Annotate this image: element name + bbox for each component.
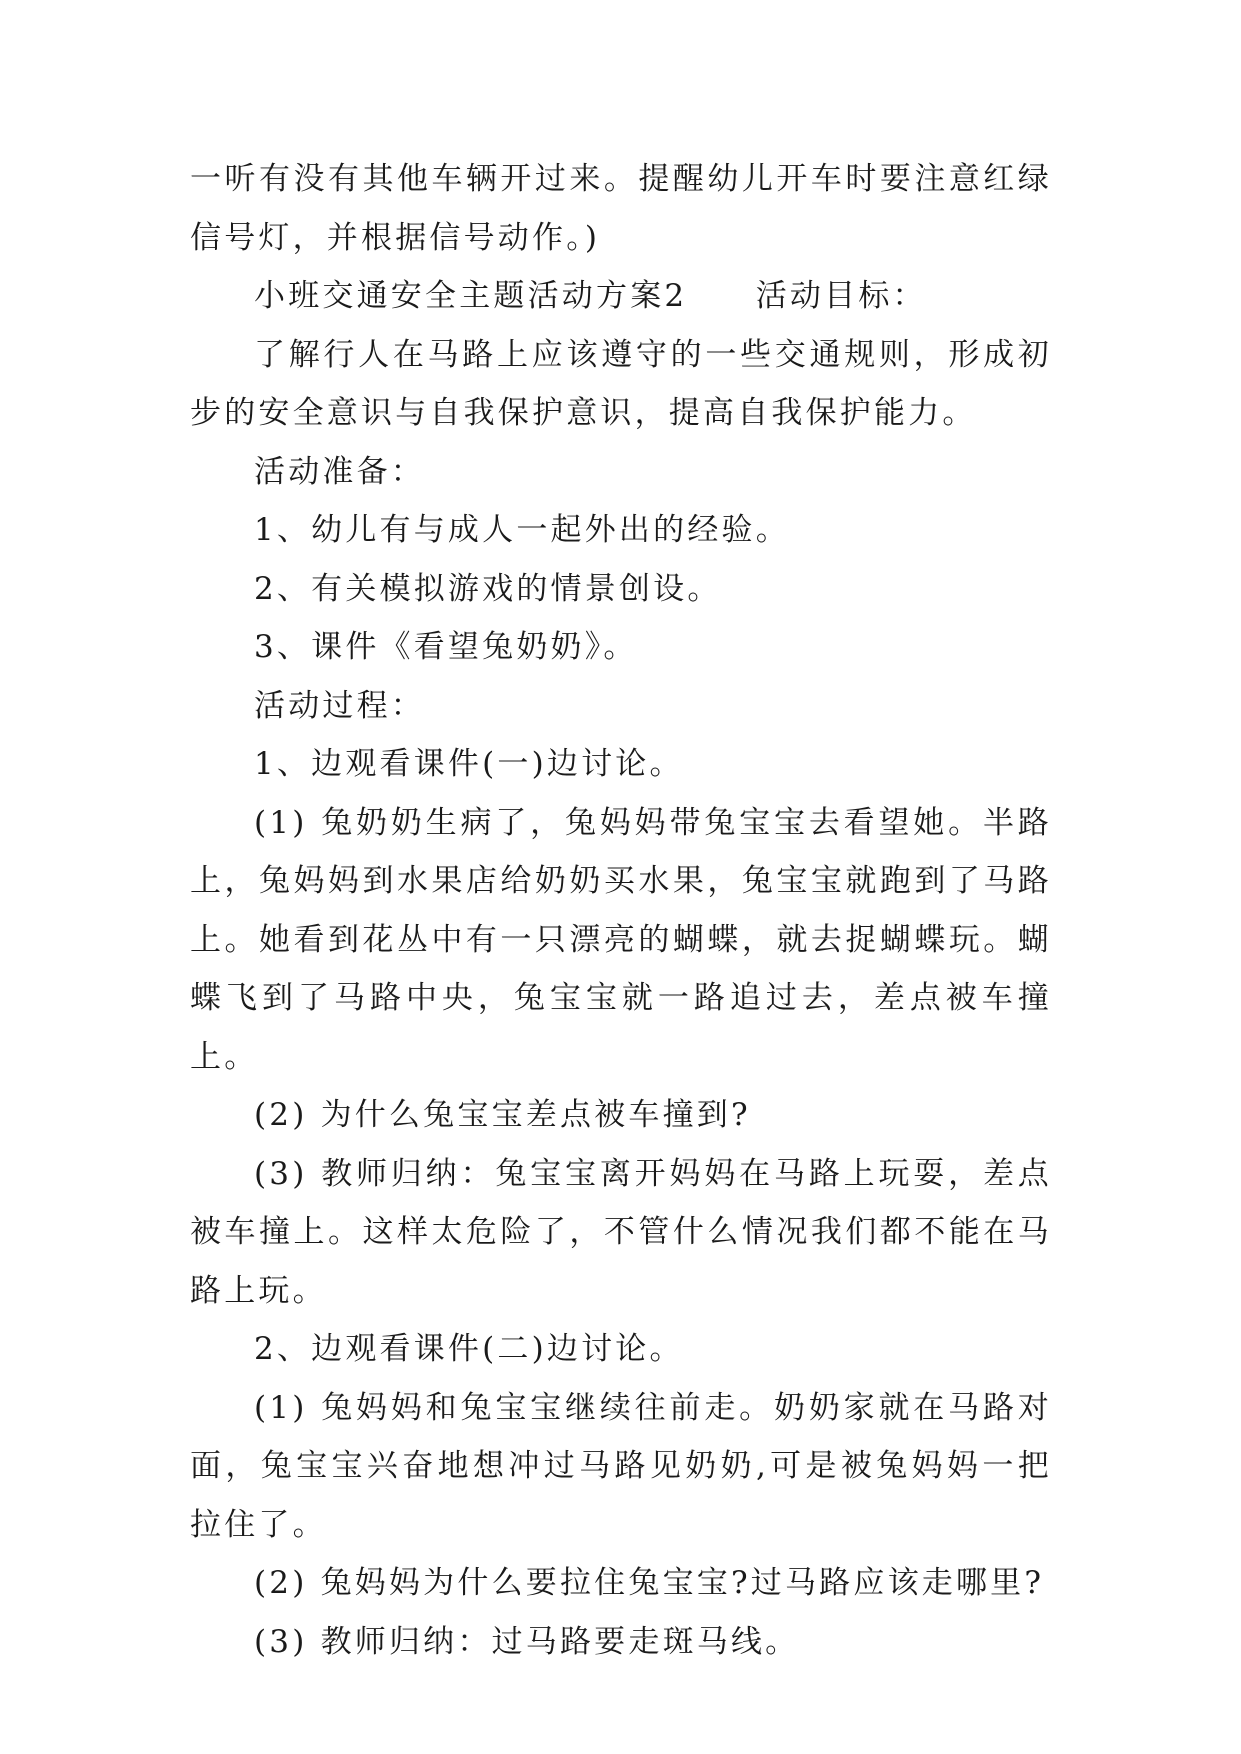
paragraph: (3) 教师归纳：过马路要走斑马线。: [254, 1623, 800, 1660]
paragraph: (1) 兔妈妈和兔宝宝继续往前走。奶奶家就在马路对面，兔宝宝兴奋地想冲过马路见奶奶,可是被兔妈妈一把拉住了。: [190, 1389, 1052, 1543]
document-body: [190, 150, 1052, 1671]
paragraph: (2) 为什么兔宝宝差点被车撞到?: [254, 1097, 751, 1133]
paragraph: (1) 兔奶奶生病了，兔妈妈带兔宝宝去看望她。半路上，兔妈妈到水果店给奶奶买水果，兔宝宝就跑到了马路上。她看到花丛中有一只漂亮的蝴蝶，就去捉蝴蝶玩。蝴蝶飞到了马路中央，兔宝宝就一路追过去，差点被车撞上。: [190, 804, 1052, 1075]
list-item: 3、课件《看望兔奶奶》。: [254, 629, 638, 665]
section-heading: 小班交通安全主题活动方案2 活动目标：: [254, 278, 927, 314]
section-heading: 活动准备：: [254, 453, 425, 490]
section-heading: 活动过程：: [254, 687, 425, 724]
list-item: 1、边观看课件(一)边讨论。: [254, 746, 684, 782]
list-item: 2、有关模拟游戏的情景创设。: [254, 570, 722, 607]
list-item: 1、幼儿有与成人一起外出的经验。: [254, 512, 790, 548]
paragraph: (3) 教师归纳：兔宝宝离开妈妈在马路上玩耍，差点被车撞上。这样太危险了，不管什么情况我们都不能在马路上玩。: [190, 1155, 1052, 1309]
paragraph: (2) 兔妈妈为什么要拉住兔宝宝?过马路应该走哪里?: [254, 1565, 1045, 1601]
paragraph: 了解行人在马路上应该遵守的一些交通规则，形成初步的安全意识与自我保护意识，提高自我保护能力。: [190, 336, 1052, 431]
paragraph: 一听有没有其他车辆开过来。提醒幼儿开车时要注意红绿信号灯，并根据信号动作。): [190, 161, 1052, 256]
list-item: 2、边观看课件(二)边讨论。: [254, 1331, 684, 1367]
